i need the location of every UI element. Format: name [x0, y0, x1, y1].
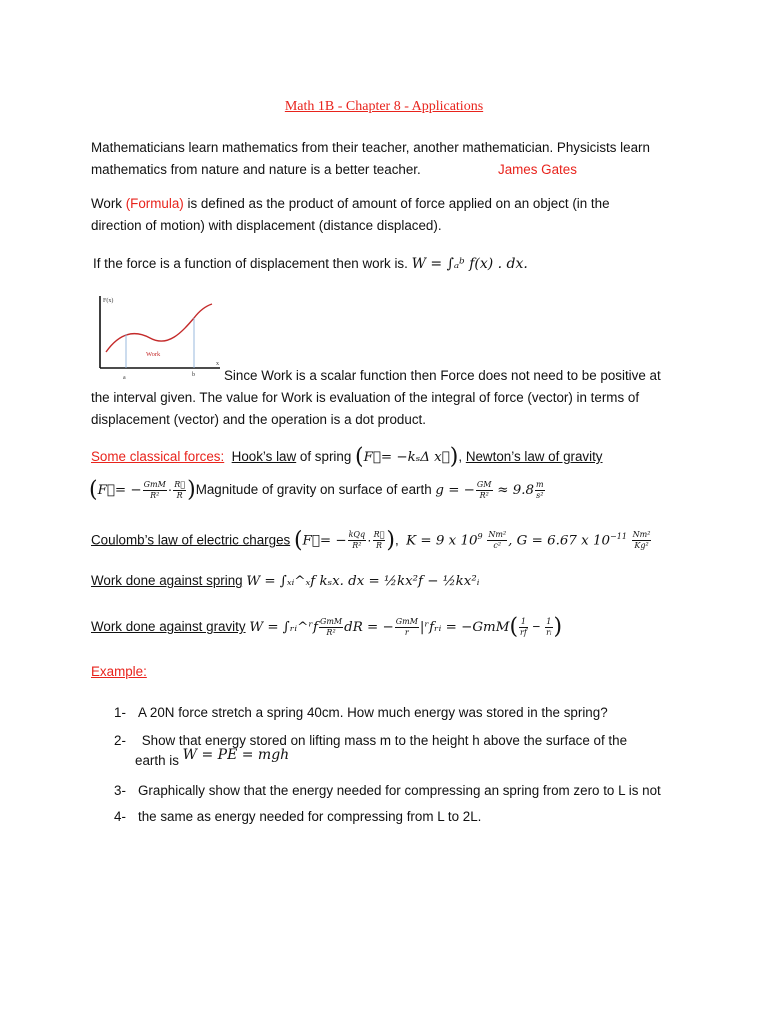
gravity-line: (F⃗= − $\frac{\text{GmM}}{\text{R²}}$ · $\frac{R⃗}{R}$ )Magnitude of gravity on surface of earth g = − $\frac{GM}{\text{R²}}$ ≈ 9.8 $\frac{m}{\text{s²}}$ [89, 477, 544, 503]
g-value: ≈ 9.8 [497, 483, 535, 498]
example-item-3: 3- Graphically show that the energy needed for compressing an spring from zero to L is not [114, 783, 661, 798]
hooke-formula: F⃗= −kₛΔ x⃗ [363, 450, 450, 465]
gravity-fraction-1: $\frac{\text{GmM}}{\text{R²}}$ [319, 616, 343, 637]
scalar-line-2: the interval given. The value for Work is evaluation of the integral of force (vector) in terms of [91, 390, 640, 405]
page-title: Math 1B - Chapter 8 - Applications [284, 99, 484, 114]
G-exponent: −11 [610, 532, 627, 541]
coulomb-unit-vector: $\frac{R⃗}{R}$ [373, 530, 385, 551]
k-unit: $\frac{\text{Nm²}}{\text{c²}}$ [488, 530, 507, 551]
graph-x-label: x [216, 361, 219, 367]
of-spring-text: of spring [296, 449, 355, 464]
example-item-2: 2- Show that energy stored on lifting mass m to the height h above the surface of the [114, 733, 628, 748]
graph-y-label: F(x) [103, 298, 114, 304]
force-function-line [93, 253, 528, 275]
classical-forces-line: Some classical forces: Hook’s law of spring (F⃗= −kₛΔ x⃗), Newton’s law of gravity [91, 444, 603, 470]
k-constant: K = 9 x 10 [406, 533, 478, 549]
graph-b-label: b [192, 372, 195, 378]
magnitude-text: Magnitude of gravity on surface of earth [195, 482, 436, 497]
classical-heading: Some classical forces: [91, 449, 225, 464]
quote-line-1: Mathematicians learn mathematics from their teacher, another mathematician. Physicists learn [91, 140, 650, 155]
gravity-fraction-2: $\frac{\text{GmM}}{r}$ [395, 616, 418, 637]
gravity-work-line: Work done against gravity W = ∫ᵣᵢ^ʳf $\frac{\text{GmM}}{\text{R²}}$ dR = − $\frac{\text{GmM}}{r}$ |ʳfᵣᵢ = −GmM( $\frac{1}{rf}$ − $\frac{1}{\text{rᵢ}}$ ) [91, 614, 563, 640]
g-unit: $\frac{m}{\text{s²}}$ [536, 479, 544, 500]
hooke-law-link[interactable]: Hook’s law [231, 449, 297, 464]
G-unit: $\frac{\text{Nm²}}{\text{Kg²}}$ [632, 530, 651, 551]
k-exponent: 9 [477, 532, 483, 541]
work-definition-line-2: direction of motion) with displacement (distance displaced). [91, 218, 442, 233]
gravity-work-eval: |ʳfᵣᵢ = −GmM [419, 620, 510, 635]
gravity-work-label[interactable]: Work done against gravity [91, 619, 246, 634]
graph-a-label: a [123, 375, 126, 381]
grav-F: F⃗= − [97, 483, 142, 498]
G-constant: , G = 6.67 x 10 [508, 533, 611, 549]
work-definition-line-1 [91, 193, 610, 215]
quote-author: James Gates [498, 162, 577, 177]
grav-fraction: $\frac{\text{GmM}}{\text{R²}}$ [143, 479, 166, 500]
example-item-1: 1- A 20N force stretch a spring 40cm. How much energy was stored in the spring? [114, 705, 608, 720]
work-graph [90, 292, 225, 384]
newton-law-link[interactable]: Newton’s law of gravity [465, 449, 603, 464]
g-equation: g = − [435, 483, 475, 498]
coulomb-line: Coulomb’s law of electric charges (F⃗= − $\frac{\text{kQq}}{\text{R²}}$ · $\frac{R⃗}{R}$ ), K = 9 x $10^9$ $\frac{\text{Nm²}}{\text{c²}}$ , G = 6.67 x $10^{-11}$ $\frac{\text{Nm²}}{\text{Kg²}}$ [91, 527, 651, 553]
scalar-line-1: Since Work is a scalar function then Force does not need to be positive at [224, 368, 661, 383]
example-item-4: 4- the same as energy needed for compressing from L to 2L. [114, 809, 482, 824]
scalar-line-3: displacement (vector) and the operation is a dot product. [91, 412, 426, 427]
work-definition-rest: is defined as the product of amount of force applied on an object (in the [183, 196, 610, 211]
example-2-formula: W = PE = mgh [182, 747, 290, 763]
inner-fraction-b: $\frac{1}{\text{rᵢ}}$ [546, 616, 552, 637]
gravity-work-mid: dR = − [344, 620, 394, 635]
force-function-text: If the force is a function of displacement then work is. [93, 256, 408, 271]
quote-line-2: mathematics from nature and nature is a better teacher. [91, 162, 421, 177]
coulomb-F: F⃗= − [302, 533, 347, 549]
work-word: Work [91, 196, 126, 211]
grav-unit-vector: $\frac{R⃗}{R}$ [174, 479, 186, 500]
graph-area-label: Work [146, 351, 161, 358]
gravity-work-integral: W = ∫ᵣᵢ^ʳf [249, 620, 318, 635]
force-curve [106, 304, 212, 352]
formula-link[interactable]: (Formula) [125, 196, 184, 211]
example-item-2-cont: earth is W = PE = mgh [135, 747, 290, 768]
coulomb-fraction: $\frac{\text{kQq}}{\text{R²}}$ [348, 530, 366, 551]
g-fraction: $\frac{GM}{\text{R²}}$ [476, 479, 492, 500]
spring-work-line [91, 568, 479, 595]
work-integral-formula: W = ∫ₐᵇ f(x) . dx. [411, 256, 528, 272]
example-heading: Example: [91, 664, 147, 679]
coulomb-label[interactable]: Coulomb’s law of electric charges [91, 532, 291, 548]
inner-fraction-a: $\frac{1}{rf}$ [520, 616, 527, 637]
spring-work-formula: W = ∫ₓᵢ^ₓf kₛx. dx = ½kx²f − ½kx²ᵢ [246, 574, 480, 589]
spring-work-label[interactable]: Work done against spring [91, 573, 243, 588]
